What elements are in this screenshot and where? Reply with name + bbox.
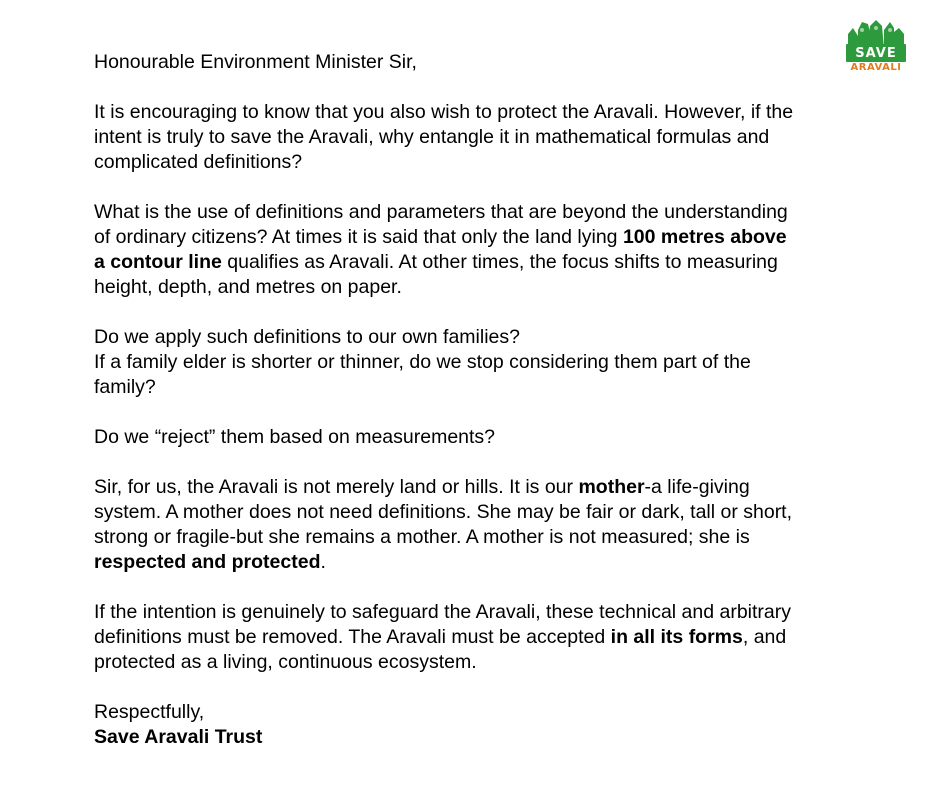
- p2-line-2-text: of ordinary citizens? At times it is said that only the land lying: [94, 226, 623, 248]
- p2-bold-contour: a contour line: [94, 251, 222, 273]
- p2-line-3: [94, 250, 894, 275]
- paragraph-4: [94, 425, 894, 450]
- paragraph-5: [94, 475, 894, 575]
- p1-line-2: intent is truly to save the Aravali, why entangle it in mathematical formulas and: [94, 126, 770, 148]
- p3-line-3: family?: [94, 376, 156, 398]
- p6-line-3: protected as a living, continuous ecosystem.: [94, 651, 477, 673]
- p6-line-1: If the intention is genuinely to safeguard the Aravali, these technical and arbitrary: [94, 601, 792, 623]
- signature: Save Aravali Trust: [94, 726, 263, 748]
- p3-line-1: Do we apply such definitions to our own families?: [94, 326, 520, 348]
- salutation: [94, 50, 894, 75]
- paragraph-6: [94, 600, 894, 675]
- p5-line-2: system. A mother does not need definitions. She may be fair or dark, tall or short,: [94, 501, 793, 523]
- letter-body: [94, 50, 894, 750]
- p2-bold-metres: 100 metres above: [622, 226, 787, 248]
- p6-line-2: [94, 625, 894, 650]
- p6-bold-forms: in all its forms: [610, 626, 743, 648]
- p5-bold-mother: mother: [578, 476, 645, 498]
- p5-line-1-text: Sir, for us, the Aravali is not merely land or hills. It is our: [94, 476, 579, 498]
- paragraph-3: [94, 325, 894, 400]
- logo-word-aravali: ARAVALI: [850, 62, 902, 73]
- p1-line-3: complicated definitions?: [94, 151, 303, 173]
- p2-line-2: [94, 225, 894, 250]
- closing: Respectfully,: [94, 701, 205, 723]
- p3-line-2: If a family elder is shorter or thinner, do we stop considering them part of the: [94, 351, 751, 373]
- logo-word-save: SAVE: [855, 46, 897, 61]
- p4-line-1: Do we “reject” them based on measurements?: [94, 426, 496, 448]
- p5-bold-respected: respected and protected: [94, 551, 321, 573]
- paragraph-1: [94, 100, 894, 175]
- closing-block: [94, 700, 894, 750]
- p6-line-2-text: definitions must be removed. The Aravali must be accepted: [94, 626, 611, 648]
- p5-line-4-tail: .: [320, 551, 326, 573]
- salutation-text: Honourable Environment Minister Sir,: [94, 51, 417, 73]
- p2-line-3-text: qualifies as Aravali. At other times, the focus shifts to measuring: [221, 251, 778, 273]
- p6-line-2-tail: , and: [742, 626, 787, 648]
- p1-line-1: It is encouraging to know that you also wish to protect the Aravali. However, if the: [94, 101, 794, 123]
- p5-line-3: strong or fragile-but she remains a mother. A mother is not measured; she is: [94, 526, 750, 548]
- p5-line-1: [94, 475, 894, 500]
- p2-line-1: What is the use of definitions and parameters that are beyond the understanding: [94, 201, 788, 223]
- p2-line-4: height, depth, and metres on paper.: [94, 276, 402, 298]
- paragraph-2: [94, 200, 894, 300]
- p5-line-1-tail: -a life-giving: [644, 476, 750, 498]
- p5-line-4: [94, 550, 894, 575]
